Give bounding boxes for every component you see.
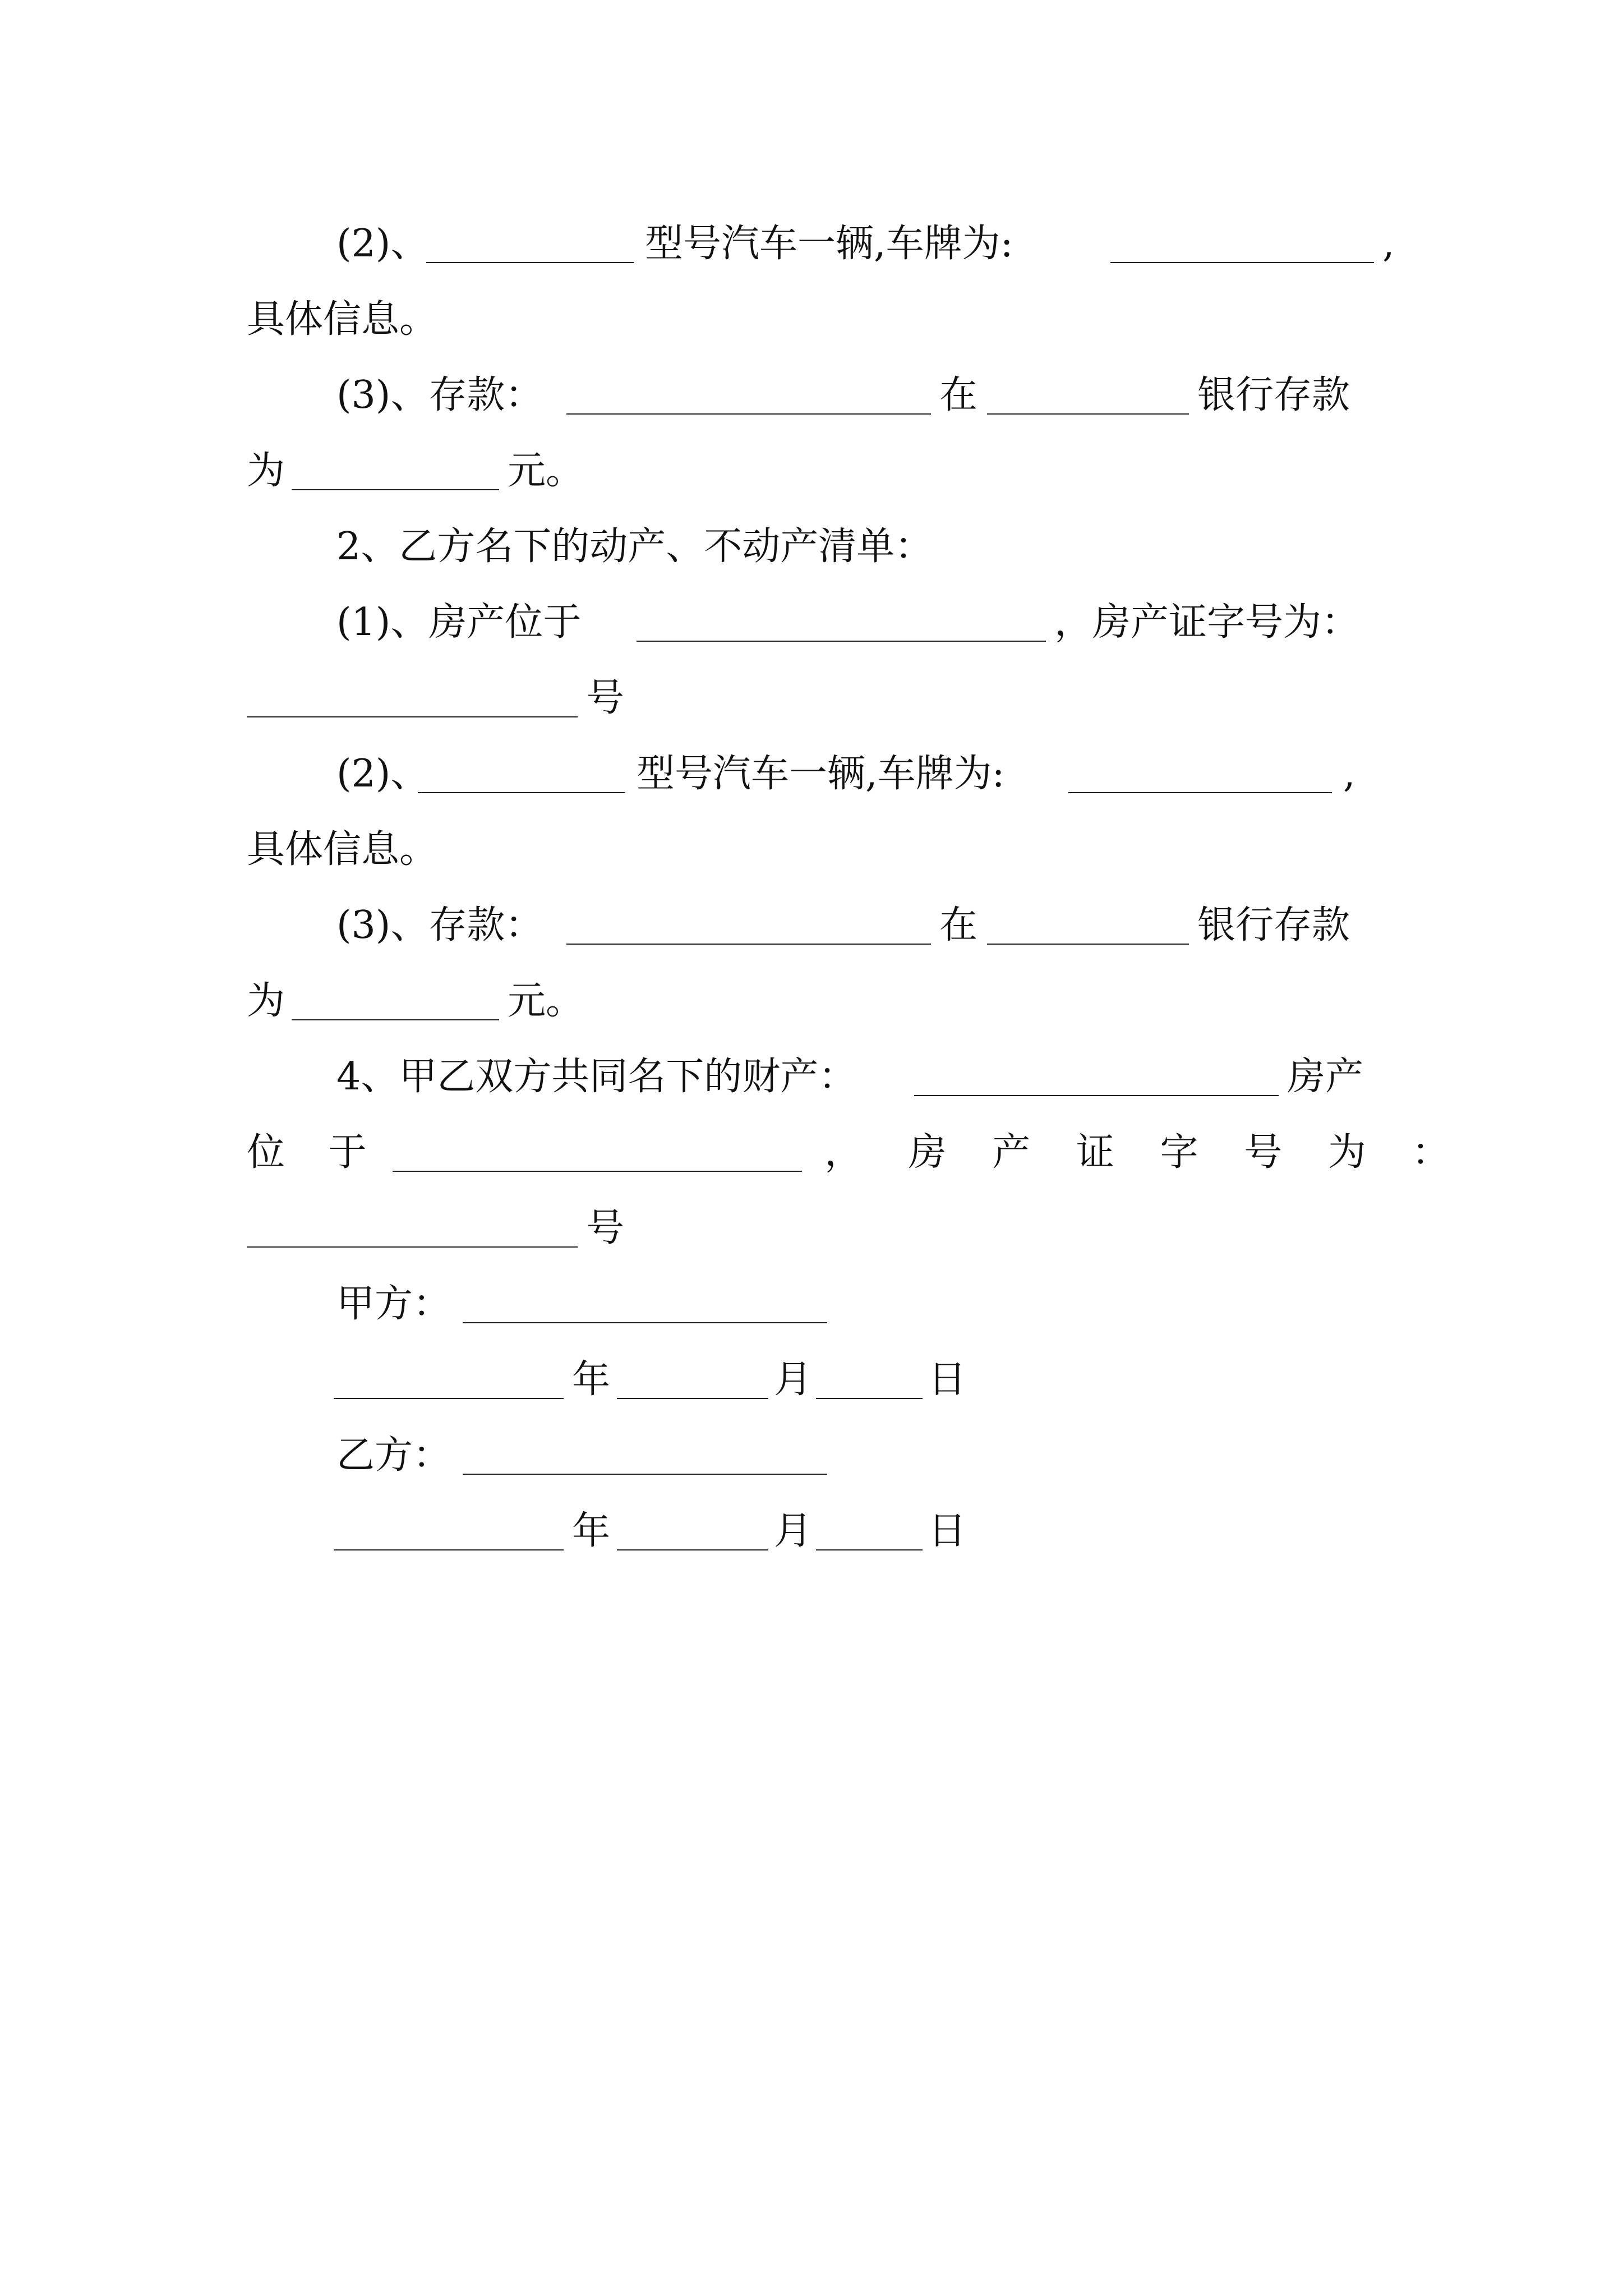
item-text: 号: [586, 676, 625, 720]
year-label: 年: [572, 1358, 611, 1402]
punctuation: ,: [1343, 752, 1355, 796]
blank-field[interactable]: [292, 1019, 499, 1020]
item-text: 元。: [508, 449, 584, 493]
day-label: 日: [928, 1358, 967, 1402]
blank-field[interactable]: [418, 792, 625, 793]
blank-field[interactable]: [1110, 262, 1374, 263]
item-label: (2)、: [336, 222, 429, 266]
item-text: 具体信息。: [247, 827, 438, 872]
month-label: 月: [774, 1358, 813, 1402]
item-text: ，房产证字号为：: [1054, 600, 1360, 645]
blank-field[interactable]: [914, 1095, 1279, 1096]
blank-field[interactable]: [426, 262, 634, 263]
item-text: 在: [939, 903, 978, 947]
item-text: 型号汽车一辆,车牌为:: [645, 222, 1013, 266]
blank-field[interactable]: [393, 1171, 802, 1172]
item-text: 银行存款: [1197, 903, 1350, 947]
party-a-signature-field[interactable]: [463, 1322, 827, 1323]
day-field[interactable]: [816, 1549, 923, 1550]
item-text: 号: [586, 1206, 625, 1250]
blank-field[interactable]: [292, 489, 499, 490]
blank-field[interactable]: [987, 944, 1189, 945]
year-label: 年: [572, 1509, 611, 1553]
month-field[interactable]: [617, 1549, 768, 1550]
month-label: 月: [774, 1509, 813, 1553]
party-b-label: 乙方：: [336, 1433, 451, 1478]
blank-field[interactable]: [566, 944, 931, 945]
section-title: 2、乙方名下的动产、不动产清单：: [336, 524, 933, 569]
item-text: 位 于: [247, 1130, 382, 1175]
item-text: 型号汽车一辆,车牌为:: [637, 752, 1005, 796]
blank-field[interactable]: [247, 716, 578, 717]
item-label: 4、甲乙双方共同名下的财产：: [336, 1055, 857, 1099]
blank-field[interactable]: [1068, 792, 1332, 793]
blank-field[interactable]: [637, 641, 1046, 642]
item-text: 元。: [508, 979, 584, 1023]
blank-field[interactable]: [987, 413, 1189, 415]
item-label: (1)、房产位于: [336, 600, 582, 645]
item-text: 银行存款: [1197, 373, 1350, 417]
blank-field[interactable]: [247, 1246, 578, 1248]
item-text: 在: [939, 373, 978, 417]
punctuation: ,: [1382, 222, 1395, 266]
item-text: 为: [247, 449, 285, 493]
item-text: 房产: [1287, 1055, 1364, 1099]
item-text: 为: [247, 979, 285, 1023]
party-b-signature-field[interactable]: [463, 1474, 827, 1475]
day-label: 日: [928, 1509, 967, 1553]
party-a-label: 甲方：: [336, 1282, 451, 1326]
item-text: ， 房 产 证 字 号 为 ：: [824, 1130, 1467, 1175]
item-label: (2)、: [336, 752, 429, 796]
item-text: 具体信息。: [247, 297, 438, 342]
day-field[interactable]: [816, 1398, 923, 1399]
year-field[interactable]: [334, 1549, 564, 1550]
month-field[interactable]: [617, 1398, 768, 1399]
blank-field[interactable]: [566, 413, 931, 415]
item-label: (3)、存款：: [336, 373, 543, 417]
item-label: (3)、存款：: [336, 903, 543, 947]
year-field[interactable]: [334, 1398, 564, 1399]
